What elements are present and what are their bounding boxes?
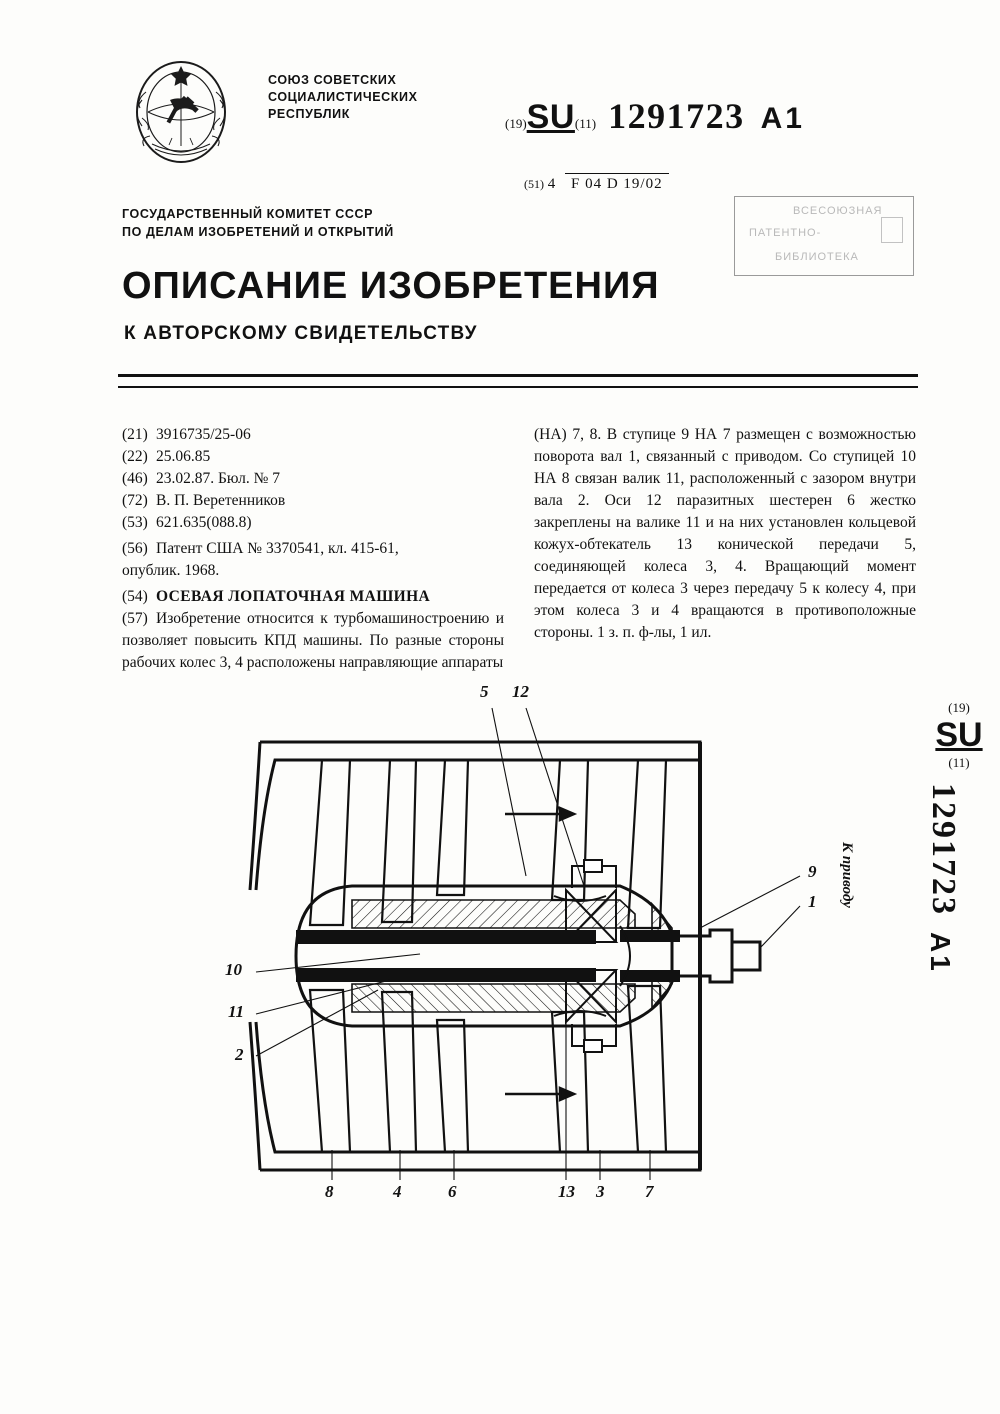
biblio-row: [122, 446, 504, 468]
references-line-1: Патент США № 3370541, кл. 415-61,: [156, 540, 399, 557]
biblio-value: 3916735/25-06: [156, 426, 251, 443]
figure-callout-1: 1: [808, 892, 817, 911]
side-doc-number: 1291723: [925, 783, 962, 916]
committee-name: [122, 205, 394, 241]
references-code: (56): [122, 540, 148, 557]
figure-drive-label: К приводу: [839, 842, 855, 908]
biblio-code: (46): [122, 470, 148, 487]
figure-callout-3: 3: [596, 1182, 605, 1201]
figure-callout-9: 9: [808, 862, 817, 881]
invention-title-code: (54): [122, 588, 148, 605]
stamp-inner-box: [881, 217, 903, 243]
abstract-code: (57): [122, 610, 148, 627]
side-country-code: SU: [935, 716, 983, 754]
figure-callout-12: 12: [512, 682, 529, 701]
biblio-row: [122, 468, 504, 490]
side-doc-kind-paren: (11): [948, 755, 970, 770]
committee-line-2: ПО ДЕЛАМ ИЗОБРЕТЕНИЙ И ОТКРЫТИЙ: [122, 225, 394, 240]
figure-callout-2: 2: [235, 1045, 244, 1064]
abstract-column: [534, 424, 916, 644]
org-line-3: РЕСПУБЛИК: [268, 106, 350, 121]
figure-callout-8: 8: [325, 1182, 334, 1201]
biblio-row: [122, 424, 504, 446]
side-margin-stack: [924, 700, 994, 974]
biblio-column: [122, 424, 504, 674]
ipc-code: F 04 D 19/02: [565, 173, 669, 192]
figure-callout-4: 4: [393, 1182, 402, 1201]
stamp-line-1: ВСЕСОЮЗНАЯ: [793, 205, 883, 217]
biblio-code: (72): [122, 492, 148, 509]
biblio-code: (53): [122, 514, 148, 531]
references-line-2: опублик. 1968.: [122, 562, 220, 579]
country-code: SU: [526, 98, 575, 136]
organisation-name: [268, 72, 418, 123]
document-kind-code: A1: [760, 102, 805, 135]
abstract-left: [122, 608, 504, 674]
abstract-right-text: (НА) 7, 8. В ступице 9 НА 7 размещен с возможностью поворота вал 1, связанный с приводом. Со ступицей 10 НА 8 связан валик 11, расположенный с зазором внутри вала 2. Оси 12 паразитных шестерен 6 жестко закреплены на валике 11 и на них установлен кольцевой кожух-обтекатель 13 конической передачи 5, соединяющей колеса 3, 4. Вращающий момент передается от колеса 3 через передачу 5 к колесу 4, при этом колеса 3 и 4 вращаются в противоположные стороны. 1 з. п. ф-лы, 1 ил.: [534, 426, 916, 641]
page-title: ОПИСАНИЕ ИЗОБРЕТЕНИЯ: [122, 265, 660, 307]
abstract-left-text: Изобретение относится к турбомашиностроению и позволяет повысить КПД машины. По разные стороны рабочих колес 3, 4 расположены направляющие аппараты: [122, 610, 504, 671]
biblio-value: 25.06.85: [156, 448, 211, 465]
stamp-line-2: ПАТЕНТНО-: [749, 227, 822, 239]
biblio-code: (21): [122, 426, 148, 443]
header-divider: [118, 374, 918, 388]
biblio-row: [122, 512, 504, 534]
invention-title: ОСЕВАЯ ЛОПАТОЧНАЯ МАШИНА: [156, 588, 431, 605]
ipc-edition: 4: [547, 176, 556, 192]
stamp-line-3: БИБЛИОТЕКА: [775, 251, 859, 263]
country-code-paren: (19): [505, 116, 527, 131]
ipc-paren: (51): [524, 177, 544, 191]
org-line-2: СОЦИАЛИСТИЧЕСКИХ: [268, 89, 418, 104]
figure-callout-5: 5: [480, 682, 489, 701]
doc-kind-paren: (11): [574, 116, 597, 131]
document-number-row: [505, 95, 925, 145]
references-block: [122, 538, 504, 582]
library-stamp: [734, 196, 914, 276]
figure-callout-11: 11: [228, 1002, 245, 1021]
figure-callout-13: 13: [558, 1182, 575, 1201]
biblio-value: 23.02.87. Бюл. № 7: [156, 470, 280, 487]
figure-callout-10: 10: [225, 960, 242, 979]
figure-callout-7: 7: [645, 1182, 654, 1201]
ussr-coat-of-arms-icon: [122, 50, 240, 178]
biblio-code: (22): [122, 448, 148, 465]
biblio-row: [122, 490, 504, 512]
org-line-1: СОЮЗ СОВЕТСКИХ: [268, 73, 397, 87]
figure-callout-6: 6: [448, 1182, 457, 1201]
figure-axial-blade-machine: [60, 682, 940, 1270]
biblio-value: 621.635(088.8): [156, 514, 252, 531]
biblio-value: В. П. Веретенников: [156, 492, 286, 509]
page-subtitle: К АВТОРСКОМУ СВИДЕТЕЛЬСТВУ: [124, 323, 478, 344]
document-number: 1291723: [608, 96, 745, 136]
side-country-code-paren: (19): [948, 700, 970, 715]
invention-title-block: [122, 586, 504, 608]
ipc-classification: [524, 176, 669, 193]
committee-line-1: ГОСУДАРСТВЕННЫЙ КОМИТЕТ СССР: [122, 207, 374, 221]
side-doc-kind: A1: [925, 932, 956, 974]
side-margin-document-number: [924, 700, 994, 1260]
